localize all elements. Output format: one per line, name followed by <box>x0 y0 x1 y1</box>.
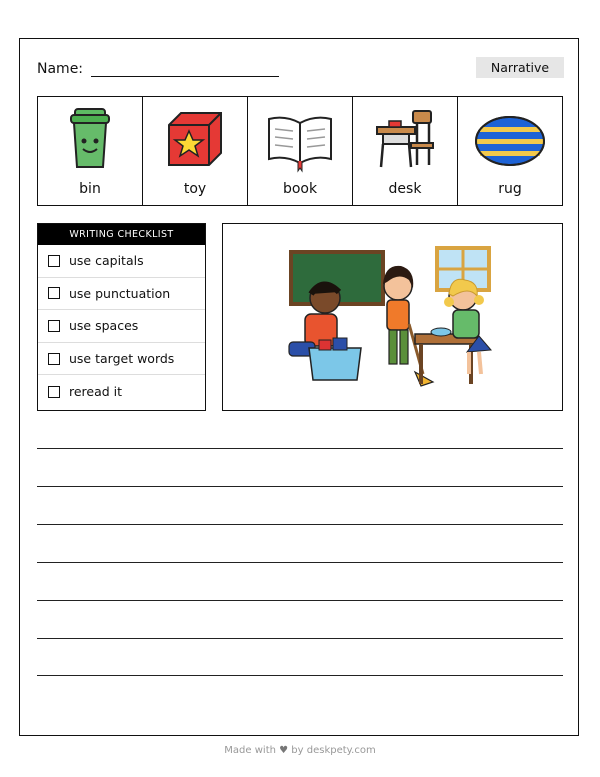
picture-prompt <box>222 223 563 411</box>
writing-line[interactable] <box>37 524 563 525</box>
writing-line[interactable] <box>37 486 563 487</box>
word-card-rug <box>458 97 562 205</box>
checklist-item-label: reread it <box>69 384 123 400</box>
word-card-desk <box>353 97 458 205</box>
toy-block-icon <box>163 107 227 171</box>
striped-rug-icon <box>474 113 546 169</box>
footer-suffix: by deskpety.com <box>291 745 376 756</box>
writing-line[interactable] <box>37 675 563 676</box>
checklist-title: WRITING CHECKLIST <box>38 224 205 245</box>
worksheet <box>19 38 579 736</box>
footer-credit <box>0 745 600 756</box>
word-label: bin <box>79 181 101 197</box>
checklist-item-label: use punctuation <box>69 285 171 301</box>
name-label: Name: <box>37 61 84 77</box>
word-label: toy <box>183 181 207 197</box>
checkbox[interactable] <box>48 320 60 332</box>
school-desk-icon <box>373 107 437 171</box>
name-field-line[interactable] <box>91 76 279 77</box>
checkbox[interactable] <box>48 255 60 267</box>
checklist-item[interactable] <box>38 343 205 376</box>
checklist-item[interactable] <box>38 278 205 311</box>
trash-bin-icon <box>63 107 117 171</box>
checklist-item-label: use spaces <box>69 318 139 334</box>
word-label: desk <box>388 181 422 197</box>
word-card-book <box>248 97 353 205</box>
word-label: rug <box>498 181 522 197</box>
writing-line[interactable] <box>37 562 563 563</box>
genre-badge: Narrative <box>476 57 564 78</box>
open-book-icon <box>265 113 335 173</box>
word-card-bin <box>38 97 143 205</box>
checklist-item-label: use capitals <box>69 253 144 269</box>
checklist-item[interactable] <box>38 245 205 278</box>
checkbox[interactable] <box>48 353 60 365</box>
writing-line[interactable] <box>37 448 563 449</box>
heart-icon: ♥ <box>279 745 289 756</box>
writing-line[interactable] <box>37 638 563 639</box>
writing-line[interactable] <box>37 600 563 601</box>
checkbox[interactable] <box>48 287 60 299</box>
word-label: book <box>282 181 318 197</box>
target-words-row <box>37 96 563 206</box>
checklist-item[interactable] <box>38 375 205 408</box>
writing-checklist <box>37 223 206 411</box>
kids-tidying-classroom-illustration <box>223 224 561 409</box>
word-card-toy <box>143 97 248 205</box>
checkbox[interactable] <box>48 386 60 398</box>
footer-prefix: Made with <box>224 745 276 756</box>
checklist-item[interactable] <box>38 310 205 343</box>
checklist-item-label: use target words <box>69 351 175 367</box>
